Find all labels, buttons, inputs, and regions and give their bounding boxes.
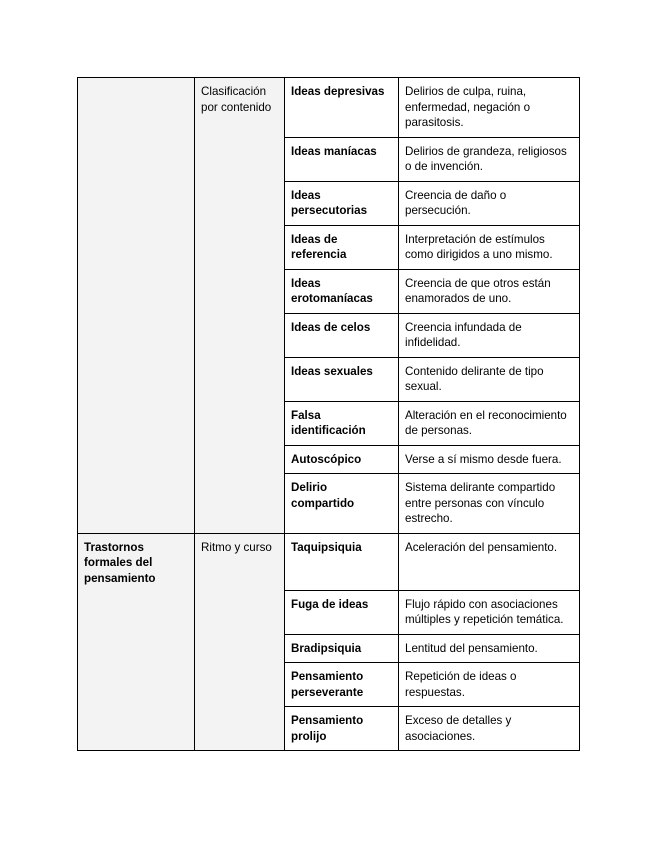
thought-disorder-description: Repetición de ideas o respuestas. xyxy=(399,663,580,707)
idea-name: Ideas maníacas xyxy=(285,137,399,181)
thought-disorder-description: Lentitud del pensamiento. xyxy=(399,634,580,663)
idea-name: Ideas erotomaníacas xyxy=(285,269,399,313)
content-table xyxy=(77,77,580,751)
idea-name: Falsa identificación xyxy=(285,401,399,445)
thought-disorder-name: Fuga de ideas xyxy=(285,590,399,634)
idea-description: Interpretación de estímulos como dirigidos a uno mismo. xyxy=(399,225,580,269)
idea-description: Creencia infundada de infidelidad. xyxy=(399,313,580,357)
idea-description: Delirios de culpa, ruina, enfermedad, negación o parasitosis. xyxy=(399,78,580,138)
idea-name: Ideas sexuales xyxy=(285,357,399,401)
thought-disorder-description: Exceso de detalles y asociaciones. xyxy=(399,707,580,751)
idea-description: Creencia de daño o persecución. xyxy=(399,181,580,225)
idea-name: Delirio compartido xyxy=(285,474,399,534)
thought-disorder-description: Aceleración del pensamiento. xyxy=(399,533,580,590)
classification-cell: Ritmo y curso xyxy=(195,533,285,751)
idea-name: Ideas de referencia xyxy=(285,225,399,269)
table-row xyxy=(78,78,580,138)
idea-name: Ideas persecutorias xyxy=(285,181,399,225)
idea-description: Alteración en el reconocimiento de personas. xyxy=(399,401,580,445)
thought-disorder-name: Bradipsiquia xyxy=(285,634,399,663)
category-cell: Trastornos formales del pensamiento xyxy=(78,533,195,751)
idea-description: Contenido delirante de tipo sexual. xyxy=(399,357,580,401)
section-content-delusions xyxy=(78,78,580,534)
idea-description: Delirios de grandeza, religiosos o de invención. xyxy=(399,137,580,181)
thought-disorder-name: Taquipsiquia xyxy=(285,533,399,590)
thought-disorder-name: Pensamiento perseverante xyxy=(285,663,399,707)
idea-description: Creencia de que otros están enamorados de uno. xyxy=(399,269,580,313)
idea-name: Ideas depresivas xyxy=(285,78,399,138)
idea-description: Verse a sí mismo desde fuera. xyxy=(399,445,580,474)
table-row xyxy=(78,533,580,590)
idea-name: Ideas de celos xyxy=(285,313,399,357)
classification-cell: Clasificación por contenido xyxy=(195,78,285,534)
thought-disorder-description: Flujo rápido con asociaciones múltiples y repetición temática. xyxy=(399,590,580,634)
thought-disorder-name: Pensamiento prolijo xyxy=(285,707,399,751)
section-formal-disorders xyxy=(78,533,580,751)
idea-description: Sistema delirante compartido entre personas con vínculo estrecho. xyxy=(399,474,580,534)
category-cell xyxy=(78,78,195,534)
idea-name: Autoscópico xyxy=(285,445,399,474)
